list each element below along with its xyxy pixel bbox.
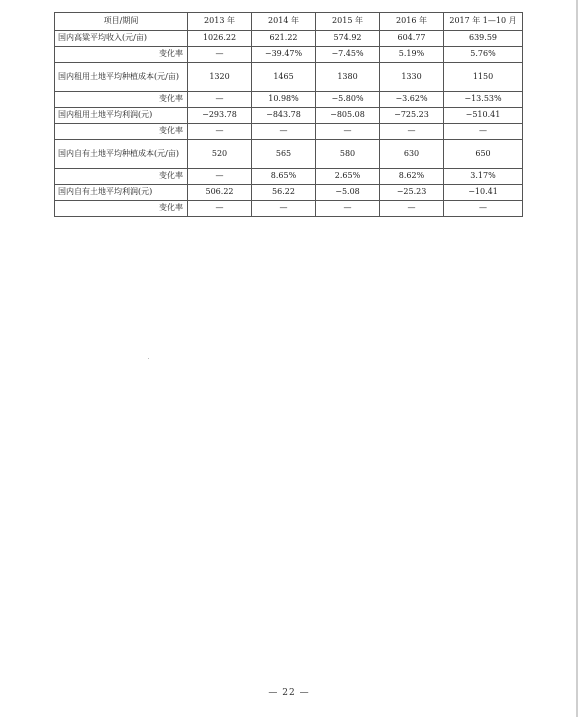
- row-label: 变化率: [55, 92, 188, 108]
- table-cell: 2.65%: [316, 169, 380, 185]
- table-cell: 5.76%: [444, 47, 523, 63]
- data-table: [54, 12, 523, 217]
- table-cell: —: [316, 201, 380, 217]
- table-cell: 580: [316, 140, 380, 169]
- header-cell: 2014 年: [252, 13, 316, 31]
- table-cell: —: [188, 169, 252, 185]
- table-cell: −5.80%: [316, 92, 380, 108]
- header-cell: 项目/期间: [55, 13, 188, 31]
- table-row: [55, 47, 523, 63]
- table-cell: −13.53%: [444, 92, 523, 108]
- table-cell: 8.62%: [380, 169, 444, 185]
- table-cell: −7.45%: [316, 47, 380, 63]
- header-cell: 2015 年: [316, 13, 380, 31]
- page-number: — 22 —: [268, 688, 310, 698]
- table-cell: —: [188, 201, 252, 217]
- row-label: 国内自有土地平均利润(元): [55, 185, 188, 201]
- table-cell: —: [188, 92, 252, 108]
- table-cell: −843.78: [252, 108, 316, 124]
- table-cell: −293.78: [188, 108, 252, 124]
- header-cell: 2016 年: [380, 13, 444, 31]
- table-row: [55, 31, 523, 47]
- row-label: 国内租用土地平均种植成本(元/亩): [55, 63, 188, 92]
- table-cell: −25.23: [380, 185, 444, 201]
- table-cell: —: [188, 124, 252, 140]
- scan-speck: [148, 358, 149, 359]
- table-cell: 3.17%: [444, 169, 523, 185]
- table-row: [55, 185, 523, 201]
- row-label: 国内自有土地平均种植成本(元/亩): [55, 140, 188, 169]
- table-cell: —: [444, 124, 523, 140]
- table-cell: —: [380, 201, 444, 217]
- table-cell: 574.92: [316, 31, 380, 47]
- table-cell: −3.62%: [380, 92, 444, 108]
- table-cell: 630: [380, 140, 444, 169]
- table-cell: 1330: [380, 63, 444, 92]
- table-row: [55, 63, 523, 92]
- header-cell: 2017 年 1—10 月: [444, 13, 523, 31]
- table-cell: 5.19%: [380, 47, 444, 63]
- table-cell: 639.59: [444, 31, 523, 47]
- table-cell: −10.41: [444, 185, 523, 201]
- table-row: [55, 201, 523, 217]
- table-cell: 1320: [188, 63, 252, 92]
- row-label: 国内高粱平均收入(元/亩): [55, 31, 188, 47]
- table-row: [55, 169, 523, 185]
- table-cell: 1026.22: [188, 31, 252, 47]
- row-label: 变化率: [55, 47, 188, 63]
- table-cell: 10.98%: [252, 92, 316, 108]
- table-cell: 650: [444, 140, 523, 169]
- table-cell: 565: [252, 140, 316, 169]
- row-label: 变化率: [55, 169, 188, 185]
- table-cell: 1380: [316, 63, 380, 92]
- table-cell: —: [444, 201, 523, 217]
- row-label: 变化率: [55, 124, 188, 140]
- table-cell: −805.08: [316, 108, 380, 124]
- table-cell: −5.08: [316, 185, 380, 201]
- table-row: [55, 140, 523, 169]
- table-cell: 8.65%: [252, 169, 316, 185]
- table-cell: —: [316, 124, 380, 140]
- table-cell: 1465: [252, 63, 316, 92]
- table-cell: 1150: [444, 63, 523, 92]
- table-cell: 604.77: [380, 31, 444, 47]
- table-cell: —: [252, 124, 316, 140]
- table-cell: 621.22: [252, 31, 316, 47]
- table-cell: 56.22: [252, 185, 316, 201]
- table-cell: —: [380, 124, 444, 140]
- table-cell: —: [252, 201, 316, 217]
- row-label: 变化率: [55, 201, 188, 217]
- table-cell: 506.22: [188, 185, 252, 201]
- table-row: [55, 92, 523, 108]
- header-cell: 2013 年: [188, 13, 252, 31]
- table-cell: −39.47%: [252, 47, 316, 63]
- table-cell: −725.23: [380, 108, 444, 124]
- table-cell: −510.41: [444, 108, 523, 124]
- table-row: [55, 124, 523, 140]
- row-label: 国内租用土地平均利润(元): [55, 108, 188, 124]
- table-cell: 520: [188, 140, 252, 169]
- table-header-row: [55, 13, 523, 31]
- table-row: [55, 108, 523, 124]
- table-cell: —: [188, 47, 252, 63]
